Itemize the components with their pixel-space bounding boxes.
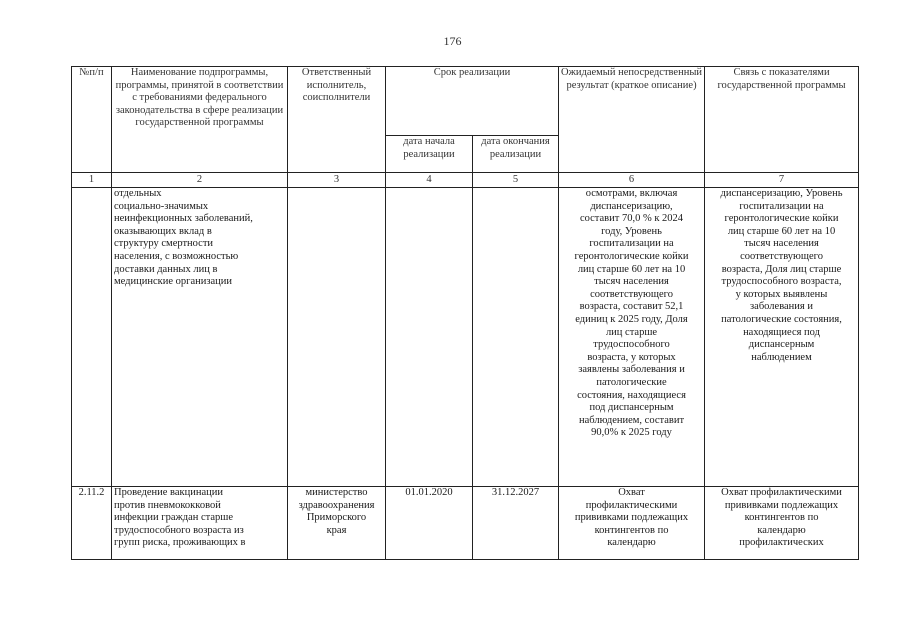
header-result: Ожидаемый непосредственный результат (краткое описание) bbox=[559, 67, 705, 173]
row-link: Охват профилактическими прививками подлежащих контингентов по календарю профилактических bbox=[705, 487, 859, 560]
row-result: Охват профилактическими прививками подлежащих контингентов по календарю bbox=[559, 487, 705, 560]
row-num bbox=[72, 188, 112, 487]
row-name: отдельных социально-значимых неинфекционных заболеваний, оказывающих вклад в структуру смертности населения, с возможностью доставки данных лиц в медицинские организации bbox=[112, 188, 288, 487]
table-row bbox=[72, 188, 859, 487]
column-number: 7 bbox=[705, 173, 859, 188]
header-start: дата начала реализации bbox=[386, 136, 473, 173]
row-end-date bbox=[473, 188, 559, 487]
row-start-date bbox=[386, 188, 473, 487]
column-number: 3 bbox=[288, 173, 386, 188]
row-name: Проведение вакцинации против пневмококковой инфекции граждан старше трудоспособного возраста из групп риска, проживающих в bbox=[112, 487, 288, 560]
program-table bbox=[71, 66, 859, 560]
row-start-date: 01.01.2020 bbox=[386, 487, 473, 560]
header-link: Связь с показателями государственной программы bbox=[705, 67, 859, 173]
page-number: 176 bbox=[443, 34, 462, 48]
column-number: 6 bbox=[559, 173, 705, 188]
header-row bbox=[72, 67, 859, 136]
header-executor: Ответственный исполнитель, соисполнители bbox=[288, 67, 386, 173]
table-row bbox=[72, 487, 859, 560]
header-name: Наименование подпрограммы, программы, принятой в соответствии с требованиями федерального законодательства в сфере реализации государственной программы bbox=[112, 67, 288, 173]
column-number: 4 bbox=[386, 173, 473, 188]
column-number-row bbox=[72, 173, 859, 188]
column-number: 5 bbox=[473, 173, 559, 188]
row-executor bbox=[288, 188, 386, 487]
row-end-date: 31.12.2027 bbox=[473, 487, 559, 560]
column-number: 1 bbox=[72, 173, 112, 188]
row-link: диспансеризацию, Уровень госпитализации на геронтологические койки лиц старше 60 лет на 10 тысяч населения соответствующего возраста, Доля лиц старше трудоспособного возраста, у которых выявлены заболевания и патологические состояния, находящиеся под диспансерным наблюдением bbox=[705, 188, 859, 487]
row-num: 2.11.2 bbox=[72, 487, 112, 560]
header-end: дата окончания реализации bbox=[473, 136, 559, 173]
column-number: 2 bbox=[112, 173, 288, 188]
row-result: осмотрами, включая диспансеризацию, составит 70,0 % к 2024 году, Уровень госпитализации на геронтологические койки лиц старше 60 лет на 10 тысяч населения соответствующего возраста, составит 52,1 единиц к 2025 году, Доля лиц старше трудоспособного возраста, у которых заявлены заболевания и патологические состояния, находящиеся под диспансерным наблюдением, составит 90,0% к 2025 году bbox=[559, 188, 705, 487]
header-period: Срок реализации bbox=[386, 67, 559, 136]
header-num: №п/п bbox=[72, 67, 112, 173]
row-executor: министерство здравоохранения Приморского края bbox=[288, 487, 386, 560]
